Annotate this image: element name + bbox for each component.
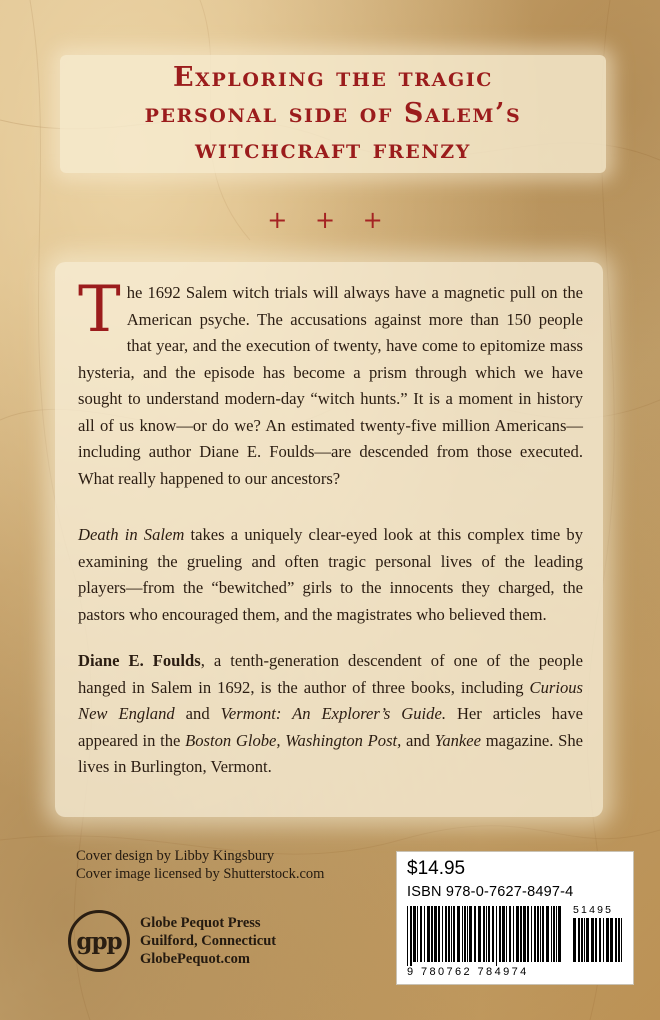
design-credit: Cover design by Libby Kingsbury <box>76 848 275 864</box>
barcode-bar <box>534 906 536 962</box>
cover-credits <box>76 848 324 883</box>
barcode-bar <box>537 906 539 962</box>
bio-text: Her articles have appeared in the <box>78 704 583 750</box>
barcode-bar <box>442 906 443 962</box>
barcode-bar <box>434 906 437 962</box>
author-name: Diane E. Foulds <box>78 651 201 670</box>
image-credit: Cover image licensed by Shutterstock.com <box>76 865 325 882</box>
bio-text: and <box>174 704 221 723</box>
publisher-logo: gpp <box>68 910 130 972</box>
ornament-crosses: + + + <box>267 206 393 234</box>
barcode-bar <box>457 906 460 962</box>
publisher-location: Guilford, Connecticut <box>140 933 277 949</box>
barcode-bar <box>478 906 481 962</box>
barcode-bar <box>496 906 497 966</box>
barcode-bar <box>581 918 583 962</box>
barcode-bar <box>445 906 447 962</box>
description-paragraph <box>78 522 583 628</box>
barcode-bar <box>448 906 450 962</box>
book-title: Curious New England <box>78 677 583 723</box>
barcode-bar <box>474 906 476 962</box>
publisher-website: GlobePequot.com <box>140 951 250 967</box>
description-paragraph <box>78 273 583 492</box>
ean-digits: 9 780762 784974 <box>407 966 529 978</box>
publisher-info <box>140 914 276 968</box>
headline-line: Exploring the tragic <box>172 62 494 93</box>
barcode-bar <box>520 906 522 962</box>
barcode-bar <box>551 906 552 962</box>
barcode-bar <box>451 906 452 962</box>
barcode-bar <box>540 906 541 962</box>
barcode-bar <box>618 918 620 962</box>
barcode-bar <box>578 918 580 962</box>
price: $14.95 <box>407 858 466 879</box>
barcode-bar <box>610 918 613 962</box>
publisher-block <box>68 910 276 972</box>
barcode-bar <box>513 906 514 962</box>
headline-line: witchcraft frenzy <box>195 134 471 165</box>
barcode-bar <box>516 906 519 962</box>
barcode-bar <box>413 906 416 962</box>
barcode-bar <box>462 906 463 962</box>
headline-line: personal side of Salem’s <box>144 98 522 129</box>
barcode-bar <box>509 906 511 962</box>
barcode-bar <box>453 906 455 962</box>
barcode-bar <box>502 906 505 962</box>
barcode-bar <box>558 906 561 962</box>
paragraph-text: takes a uniquely clear-eyed look at this complex time by examining the grueling and often tragic personal lives of the leading players—from the “bewitched” girls to the innocents they charged, the pastors who encouraged them, and the magistrates who believed them. <box>78 525 583 624</box>
barcode-bar <box>424 906 425 962</box>
barcode-bar <box>438 906 440 962</box>
publication-name: Boston Globe, Washington Post, <box>185 730 402 750</box>
barcode-bar <box>586 918 589 962</box>
headline-panel <box>60 55 606 173</box>
barcode-bar <box>621 918 622 962</box>
description-panel <box>55 262 603 817</box>
barcode-bar <box>603 918 604 962</box>
barcode-bar <box>573 918 576 962</box>
barcode-bar <box>553 906 555 962</box>
publication-name: Yankee <box>434 730 482 750</box>
barcode-bar <box>556 906 557 962</box>
barcode-bar <box>420 906 422 962</box>
book-title: Death in Salem <box>78 525 185 544</box>
barcode-bar <box>506 906 507 962</box>
barcode-bar <box>523 906 526 962</box>
barcode-bar <box>615 918 617 962</box>
barcode-bar <box>499 906 501 962</box>
barcode-bar <box>595 918 597 962</box>
barcode-bar <box>486 906 487 962</box>
barcode-label <box>396 851 634 985</box>
barcode-bar <box>591 918 594 962</box>
barcode-bar <box>427 906 430 962</box>
addon-digits: 51495 <box>573 904 614 916</box>
barcode-bar <box>417 906 418 962</box>
barcode-bar <box>531 906 532 962</box>
bio-text: and <box>401 730 435 750</box>
publisher-name: Globe Pequot Press <box>140 915 261 931</box>
drop-cap: T <box>78 273 121 347</box>
barcode-bar <box>410 906 412 966</box>
barcode-bar <box>469 906 472 962</box>
barcode-bar <box>527 906 529 962</box>
barcode-bar <box>546 906 549 962</box>
paragraph-text: he 1692 Salem witch trials will always have a magnetic pull on the American psyche. The accusations against more than 150 people that year, and the execution of twenty, have come to epitomize mass hysteria, and the episode has become a prism through which we have sought to understand modern-day “witch hunts.” It is a moment in history all of us know—or do we? An estimated twenty-five million Americans—including author Diane E. Foulds—are descended from those executed. What really happened to our ancestors? <box>78 283 583 488</box>
bio-text: magazine. She lives in Burlington, Vermont. <box>78 730 583 776</box>
barcode-bar <box>488 906 490 962</box>
barcode-bar <box>492 906 494 962</box>
barcode-bar <box>431 906 433 962</box>
barcode-bar <box>483 906 485 962</box>
barcode-bar <box>584 918 585 962</box>
bio-text: , a tenth-generation descendent of one of the people hanged in Salem in 1692, is the author of three books, including <box>78 651 583 697</box>
addon-barcode <box>571 918 625 964</box>
barcode-bar <box>464 906 466 962</box>
barcode-bar <box>407 906 408 966</box>
barcode-bar <box>542 906 544 962</box>
book-title: Vermont: An Explorer’s Guide. <box>220 704 446 723</box>
barcode-bar <box>599 918 601 962</box>
ean-barcode <box>405 906 565 966</box>
barcode-bar <box>467 906 468 962</box>
barcode-bar <box>606 918 609 962</box>
isbn: ISBN 978-0-7627-8497-4 <box>407 884 574 900</box>
author-bio <box>78 648 583 781</box>
